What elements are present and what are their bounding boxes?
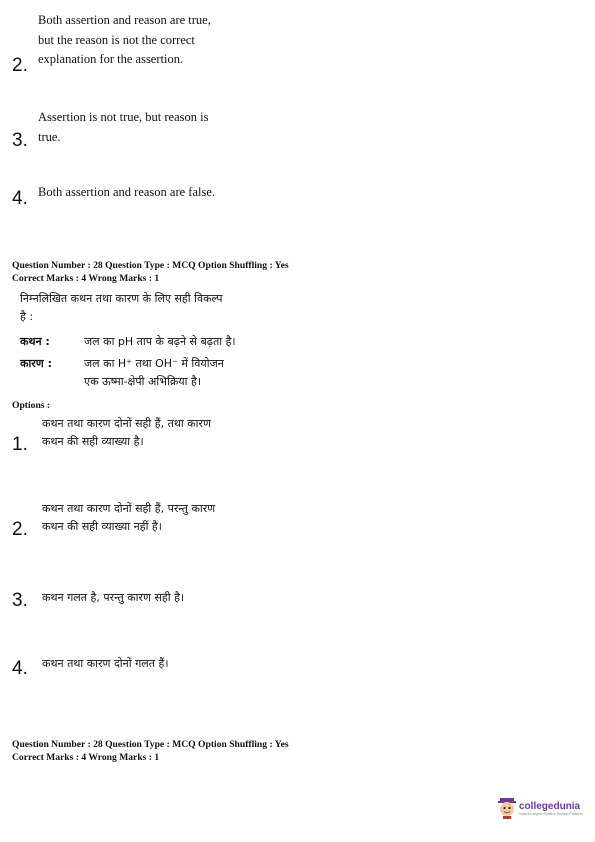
option-4-line-1: कथन तथा कारण दोनों गलत हैं। bbox=[42, 657, 169, 670]
option-3-line-1: कथन गलत है, परन्तु कारण सही है। bbox=[42, 591, 185, 604]
mascot-icon bbox=[497, 797, 517, 819]
question-meta-line-2: Correct Marks : 4 Wrong Marks : 1 bbox=[12, 273, 160, 284]
prev-option-2-line-3: explanation for the assertion. bbox=[38, 52, 184, 66]
question-meta-line-1: Question Number : 28 Question Type : MCQ Option Shuffling : Yes bbox=[12, 260, 289, 271]
prev-option-4-number: 4. bbox=[12, 188, 28, 209]
logo-text-block bbox=[519, 801, 583, 816]
reason-text-line-2: एक ऊष्मा-क्षेपी अभिक्रिया है। bbox=[84, 375, 202, 388]
question-meta bbox=[12, 259, 289, 285]
logo-tagline: India's Largest Student Review Platform bbox=[519, 811, 583, 816]
option-3-number: 3. bbox=[12, 590, 28, 611]
prev-option-4-text bbox=[38, 183, 215, 203]
prev-option-2-text bbox=[38, 11, 211, 70]
option-1-number: 1. bbox=[12, 434, 28, 455]
option-2-number: 2. bbox=[12, 519, 28, 540]
next-question-meta-line-1: Question Number : 28 Question Type : MCQ Option Shuffling : Yes bbox=[12, 739, 289, 750]
prev-option-2-line-2: but the reason is not the correct bbox=[38, 32, 195, 47]
prev-option-2-line-1: Both assertion and reason are true, bbox=[38, 13, 211, 27]
prev-option-3-line-2: true. bbox=[38, 129, 61, 144]
reason-label: कारण : bbox=[20, 357, 52, 370]
option-1-line-1: कथन तथा कारण दोनों सही हैं, तथा कारण bbox=[42, 417, 211, 430]
option-1-text bbox=[42, 415, 211, 451]
question-stem-line-2: है : bbox=[20, 310, 34, 323]
collegedunia-logo bbox=[497, 797, 583, 819]
option-4-text bbox=[42, 655, 169, 673]
reason-text bbox=[84, 355, 224, 391]
assertion-text: जल का pH ताप के बढ़ने से बढ़ता है। bbox=[84, 335, 236, 348]
option-1-line-2: कथन की सही व्याख्या है। bbox=[42, 435, 144, 448]
option-3-text bbox=[42, 589, 184, 607]
question-stem-line-1: निम्नलिखित कथन तथा कारण के लिए सही विकल्प bbox=[20, 292, 223, 305]
logo-name: collegedunia bbox=[519, 800, 581, 812]
next-question-meta bbox=[12, 738, 289, 764]
question-stem bbox=[20, 290, 223, 326]
reason-text-line-1: जल का H⁺ तथा OH⁻ में वियोजन bbox=[84, 357, 224, 370]
option-2-line-2: कथन की सही व्याख्या नहीं है। bbox=[42, 520, 162, 533]
option-4-number: 4. bbox=[12, 658, 28, 679]
prev-option-3-number: 3. bbox=[12, 130, 28, 151]
option-2-text bbox=[42, 500, 215, 536]
option-2-line-1: कथन तथा कारण दोनों सही हैं, परन्तु कारण bbox=[42, 502, 216, 515]
prev-option-2-number: 2. bbox=[12, 55, 28, 76]
prev-option-3-line-1: Assertion is not true, but reason is bbox=[38, 110, 209, 124]
prev-option-3-text bbox=[38, 108, 208, 147]
next-question-meta-line-2: Correct Marks : 4 Wrong Marks : 1 bbox=[12, 752, 160, 763]
assertion-label: कथन : bbox=[20, 335, 50, 348]
prev-option-4-line-1: Both assertion and reason are false. bbox=[38, 185, 216, 199]
options-label: Options : bbox=[12, 400, 51, 411]
